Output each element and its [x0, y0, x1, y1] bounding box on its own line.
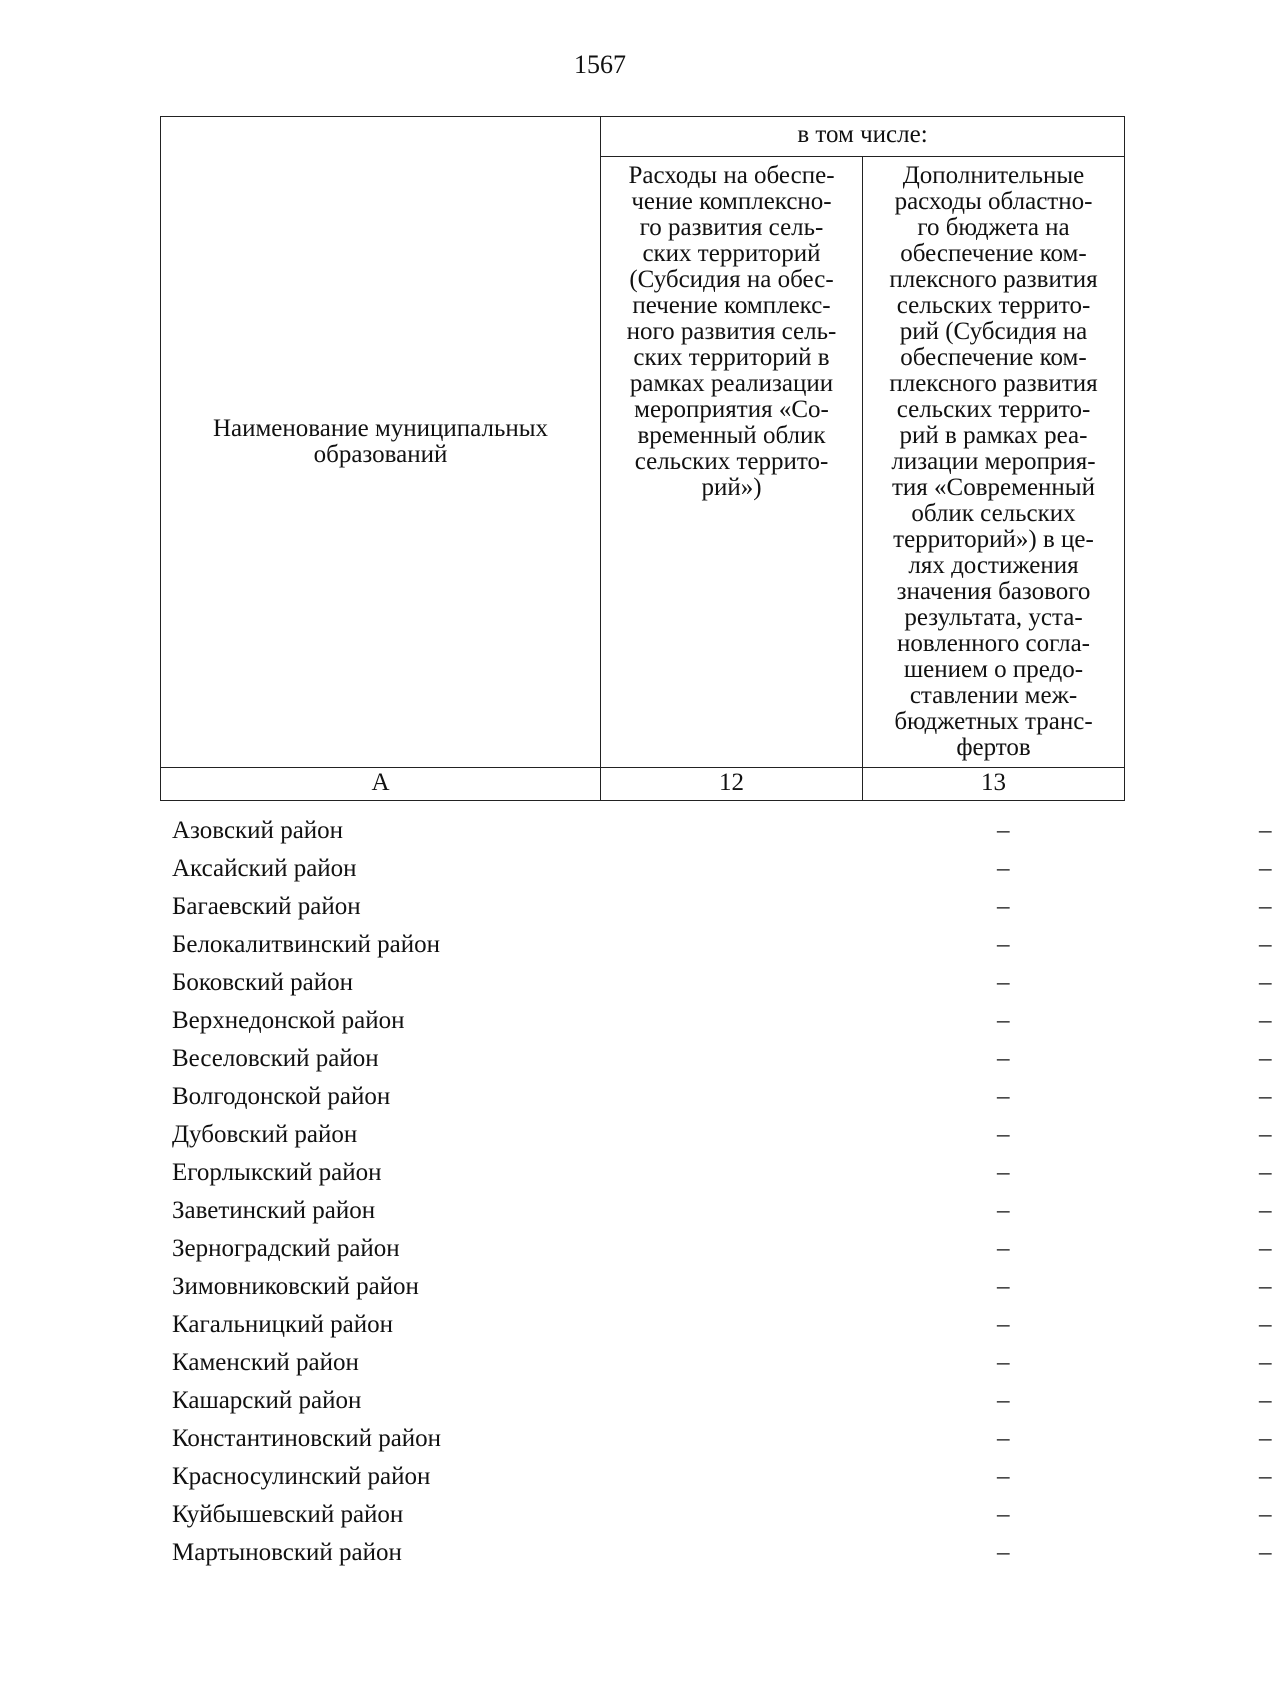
value-col-12: –	[997, 1349, 1010, 1376]
table-row	[160, 1040, 1272, 1078]
value-col-12: –	[997, 1463, 1010, 1490]
table-row	[160, 1230, 1272, 1268]
value-col-13: –	[1259, 893, 1272, 920]
value-col-13: –	[1259, 855, 1272, 882]
table-row	[160, 1078, 1272, 1116]
municipality-name: Веселовский район	[172, 1045, 379, 1072]
table-row	[160, 1420, 1272, 1458]
value-col-12: –	[997, 1083, 1010, 1110]
municipality-name: Кагальницкий район	[172, 1311, 394, 1338]
municipality-name: Куйбышевский район	[172, 1501, 404, 1528]
value-col-12: –	[997, 1273, 1010, 1300]
value-col-13: –	[1259, 1007, 1272, 1034]
municipality-name: Мартыновский район	[172, 1539, 402, 1566]
table-row	[160, 850, 1272, 888]
table-row	[160, 1534, 1272, 1572]
table-row	[160, 1192, 1272, 1230]
value-col-13: –	[1259, 817, 1272, 844]
value-col-12: –	[997, 1425, 1010, 1452]
table-row	[160, 1306, 1272, 1344]
value-col-12: –	[997, 1045, 1010, 1072]
municipality-name: Зерноградский район	[172, 1235, 400, 1262]
municipality-name: Аксайский район	[172, 855, 357, 882]
value-col-13: –	[1259, 1311, 1272, 1338]
value-col-12: –	[997, 855, 1010, 882]
value-col-13: –	[1259, 1501, 1272, 1528]
value-col-12: –	[997, 969, 1010, 996]
code-12: 12	[601, 768, 863, 801]
value-col-13: –	[1259, 1539, 1272, 1566]
value-col-12: –	[997, 1121, 1010, 1148]
municipality-name: Боковский район	[172, 969, 353, 996]
value-col-12: –	[997, 817, 1010, 844]
table-row	[160, 888, 1272, 926]
header-col-12: Расходы на обеспе- чение комплексно- го развития сель- ских территорий (Субсидия на обес- печение комплекс- ного развития сель- ских территорий в рамках реализации мероприятия «Со- временный облик сельских террито- рий»)	[601, 157, 863, 768]
table-row	[160, 1116, 1272, 1154]
value-col-13: –	[1259, 1045, 1272, 1072]
municipality-name: Заветинский район	[172, 1197, 376, 1224]
municipality-name: Кашарский район	[172, 1387, 362, 1414]
value-col-13: –	[1259, 1425, 1272, 1452]
municipality-name: Дубовский район	[172, 1121, 358, 1148]
value-col-13: –	[1259, 969, 1272, 996]
value-col-13: –	[1259, 1197, 1272, 1224]
table-row	[160, 964, 1272, 1002]
header-name-column: Наименование муниципальных образований	[161, 117, 601, 768]
value-col-12: –	[997, 893, 1010, 920]
municipality-name: Каменский район	[172, 1349, 359, 1376]
table-row	[160, 1496, 1272, 1534]
header-including: в том числе:	[601, 117, 1125, 157]
municipality-name: Багаевский район	[172, 893, 361, 920]
table-body	[160, 812, 1272, 1572]
municipality-name: Волгодонской район	[172, 1083, 391, 1110]
value-col-13: –	[1259, 1159, 1272, 1186]
code-a: А	[161, 768, 601, 801]
value-col-12: –	[997, 1311, 1010, 1338]
table-row	[160, 812, 1272, 850]
value-col-13: –	[1259, 1121, 1272, 1148]
value-col-12: –	[997, 1501, 1010, 1528]
table-row	[160, 926, 1272, 964]
table-row	[160, 1002, 1272, 1040]
value-col-13: –	[1259, 1235, 1272, 1262]
code-13: 13	[863, 768, 1125, 801]
value-col-12: –	[997, 1387, 1010, 1414]
municipality-name: Егорлыкский район	[172, 1159, 382, 1186]
value-col-12: –	[997, 1007, 1010, 1034]
municipality-name: Зимовниковский район	[172, 1273, 419, 1300]
table-header	[160, 116, 1125, 801]
municipality-name: Константиновский район	[172, 1425, 442, 1452]
municipality-name: Красносулинский район	[172, 1463, 431, 1490]
value-col-12: –	[997, 1539, 1010, 1566]
table-row	[160, 1154, 1272, 1192]
value-col-13: –	[1259, 1083, 1272, 1110]
page-number: 1567	[574, 50, 626, 79]
value-col-13: –	[1259, 1463, 1272, 1490]
value-col-12: –	[997, 931, 1010, 958]
value-col-12: –	[997, 1159, 1010, 1186]
value-col-12: –	[997, 1235, 1010, 1262]
municipality-name: Белокалитвинский район	[172, 931, 440, 958]
value-col-13: –	[1259, 931, 1272, 958]
table-row	[160, 1382, 1272, 1420]
table-row	[160, 1268, 1272, 1306]
header-col-13: Дополнительные расходы областно- го бюджета на обеспечение ком- плексного развития сельских террито- рий (Субсидия на обеспечение ком- плексного развития сельских террито- рий в рамках реа- лизации мероприя- тия «Современный облик сельских территорий») в це- лях достижения значения базового результата, уста- новленного согла- шением о предо- ставлении меж- бюджетных транс- фертов	[863, 157, 1125, 768]
value-col-13: –	[1259, 1349, 1272, 1376]
table-row	[160, 1458, 1272, 1496]
table-row	[160, 1344, 1272, 1382]
municipality-name: Верхнедонской район	[172, 1007, 405, 1034]
value-col-12: –	[997, 1197, 1010, 1224]
municipality-name: Азовский район	[172, 817, 344, 844]
value-col-13: –	[1259, 1273, 1272, 1300]
value-col-13: –	[1259, 1387, 1272, 1414]
